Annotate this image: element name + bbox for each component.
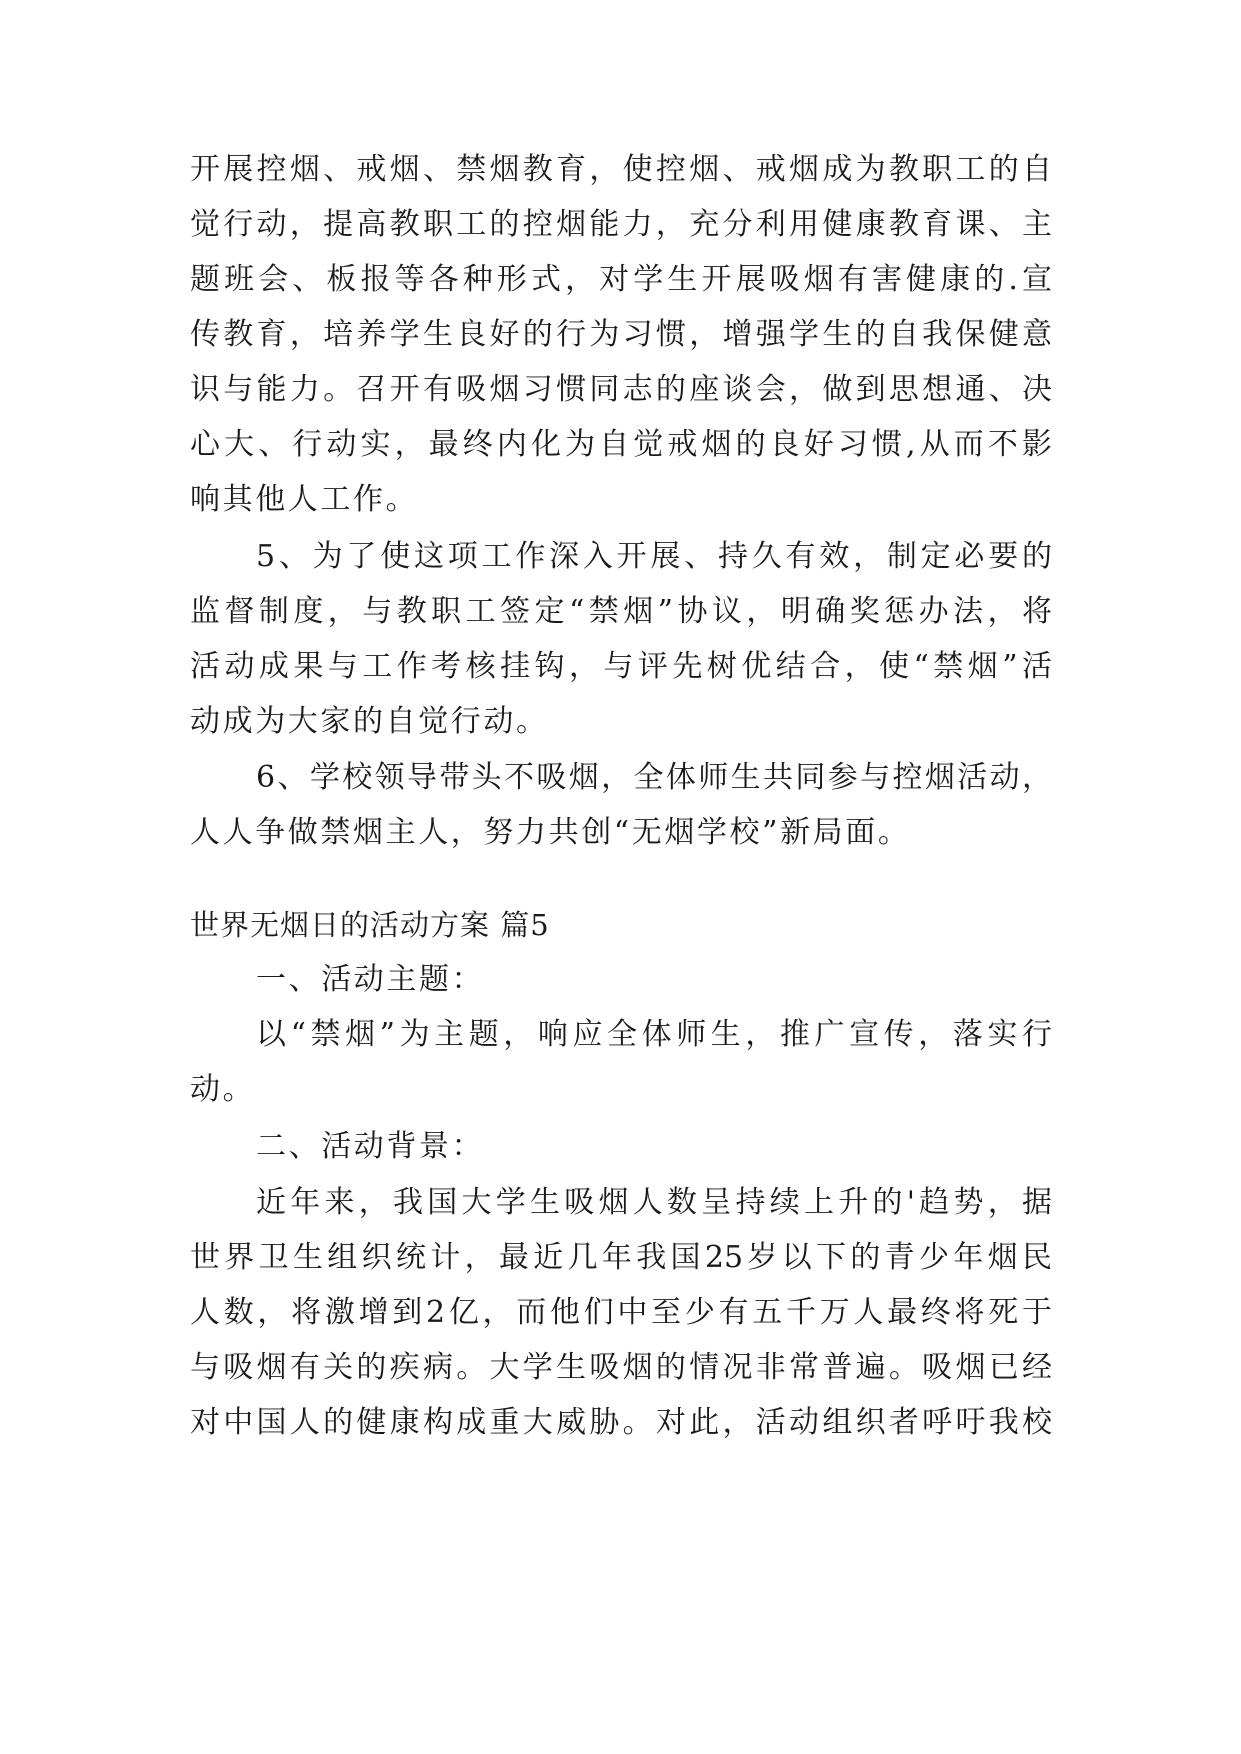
theme-body-line: 以“禁烟”为主题，响应全体师生，推广宣传，落实行 bbox=[256, 1017, 1052, 1052]
background-body-line: 与吸烟有关的疾病。大学生吸烟的情况非常普遍。吸烟已经 bbox=[190, 1350, 1052, 1385]
item-5-line: 活动成果与工作考核挂钩，与评先树优结合，使“禁烟”活 bbox=[190, 649, 1052, 684]
paragraph-line: 心大、行动实，最终内化为自觉戒烟的良好习惯,从而不影 bbox=[190, 427, 1052, 462]
section-title: 世界无烟日的活动方案 篇5 bbox=[190, 908, 550, 942]
background-body-line: 对中国人的健康构成重大威胁。对此，活动组织者呼吁我校 bbox=[190, 1405, 1052, 1440]
item-6-line: 人人争做禁烟主人，努力共创“无烟学校”新局面。 bbox=[190, 815, 911, 850]
background-body-line: 近年来，我国大学生吸烟人数呈持续上升的'趋势，据 bbox=[256, 1185, 1052, 1220]
paragraph-line: 觉行动，提高教职工的控烟能力，充分利用健康教育课、主 bbox=[190, 207, 1052, 242]
item-5-line: 动成为大家的自觉行动。 bbox=[190, 704, 549, 739]
paragraph-line: 识与能力。召开有吸烟习惯同志的座谈会，做到思想通、决 bbox=[190, 372, 1052, 407]
paragraph-line: 题班会、板报等各种形式，对学生开展吸烟有害健康的.宣 bbox=[190, 262, 1052, 297]
background-body-line: 人数，将激增到2亿，而他们中至少有五千万人最终将死于 bbox=[190, 1295, 1052, 1330]
paragraph-line: 传教育，培养学生良好的行为习惯，增强学生的自我保健意 bbox=[190, 317, 1052, 352]
item-6-line: 6、学校领导带头不吸烟，全体师生共同参与控烟活动， bbox=[256, 760, 1052, 795]
background-body-line: 世界卫生组织统计，最近几年我国25岁以下的青少年烟民 bbox=[190, 1240, 1052, 1275]
paragraph-line: 开展控烟、戒烟、禁烟教育，使控烟、戒烟成为教职工的自 bbox=[190, 152, 1052, 187]
item-5-line: 监督制度，与教职工签定“禁烟”协议，明确奖惩办法，将 bbox=[190, 594, 1052, 629]
theme-heading: 一、活动主题： bbox=[256, 962, 485, 997]
background-heading: 二、活动背景： bbox=[256, 1129, 485, 1164]
item-5-line: 5、为了使这项工作深入开展、持久有效，制定必要的 bbox=[256, 539, 1052, 574]
paragraph-line: 响其他人工作。 bbox=[190, 482, 419, 517]
theme-body-line: 动。 bbox=[190, 1072, 256, 1107]
